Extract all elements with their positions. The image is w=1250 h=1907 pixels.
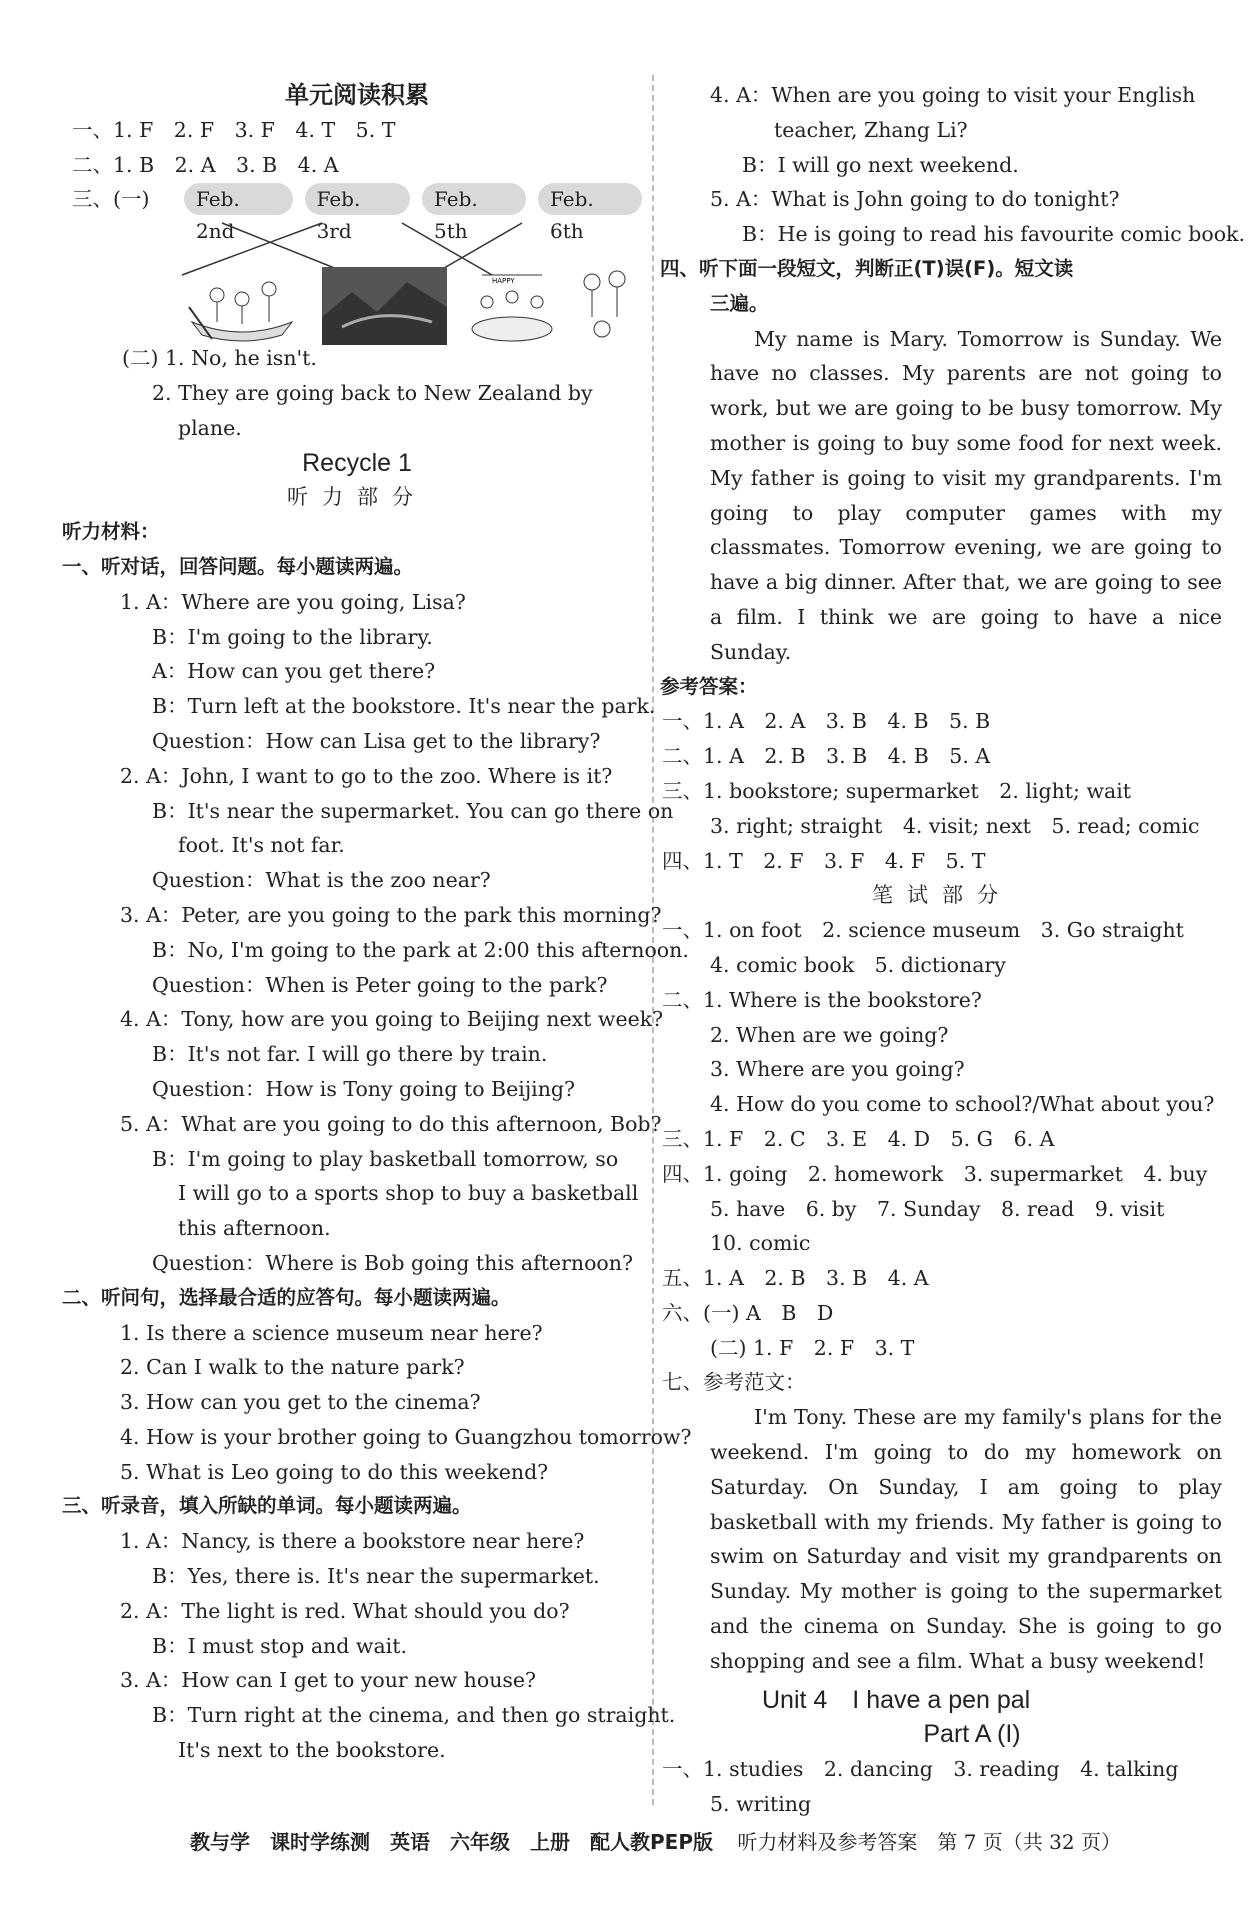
dialogue-line: 2. A：The light is red. What should you do? <box>120 1598 570 1623</box>
answer-line: 2. When are we going? <box>710 1022 949 1047</box>
dialogue-line: 2. A：John, I want to go to the zoo. Where is it? <box>120 763 613 788</box>
footer-brand: 教与学 课时学练测 英语 六年级 上册 配人教PEP版 <box>190 1830 713 1854</box>
dialogue-line: B：Yes, there is. It's near the supermarket. <box>152 1564 600 1589</box>
answer-line: (二) 1. No, he isn't. <box>122 346 317 371</box>
question-line: Question：How is Tony going to Beijing? <box>152 1076 576 1101</box>
dialogue-line: 3. A：Peter, are you going to the park this morning? <box>120 902 662 927</box>
question-line: Question：How can Lisa get to the library? <box>152 728 601 753</box>
date-badge: Feb. 5th <box>422 183 526 215</box>
listening-passage: My name is Mary. Tomorrow is Sunday. We have no classes. My parents are not going to work, but we are going to be busy tomorrow. My mother is going to buy some food for next week. My father is going to visit my grandparents. I'm going to play computer games with my classmates. Tomorrow evening, we are going to have a big dinner. After that, we are going to see a film. I think we are going to have a nice Sunday. <box>710 326 1222 664</box>
answer-line: 4. comic book 5. dictionary <box>710 952 1006 977</box>
answer-line: 七、参考范文： <box>662 1370 806 1395</box>
answer-line: 四、1. going 2. homework 3. supermarket 4. buy <box>662 1161 1208 1186</box>
question-line: 3. How can you get to the cinema? <box>120 1390 481 1415</box>
dialogue-line: B：It's near the supermarket. You can go there on <box>152 798 674 823</box>
right-column <box>660 78 1245 1822</box>
section-heading: 三、听录音，填入所缺的单词。每小题读两遍。 <box>62 1494 472 1518</box>
dialogue-line: A：How can you get there? <box>152 659 436 684</box>
question-line: 2. Can I walk to the nature park? <box>120 1355 465 1380</box>
answer-line: plane. <box>178 415 242 440</box>
question-line: 5. What is Leo going to do this weekend? <box>120 1459 549 1484</box>
answer-line: (二) 1. F 2. F 3. T <box>710 1335 915 1360</box>
answer-line: 3. right; straight 4. visit; next 5. read; comic <box>710 813 1200 838</box>
dialogue-line: B：I must stop and wait. <box>152 1633 407 1658</box>
dialogue-line: It's next to the bookstore. <box>178 1738 446 1763</box>
answer-line: 10. comic <box>710 1231 811 1256</box>
part-title: Part A (I) <box>923 1720 1021 1749</box>
dialogue-line: 5. A：What are you going to do this afternoon, Bob? <box>120 1111 662 1136</box>
section-heading: 三遍。 <box>710 291 769 315</box>
section-heading: 一、听对话，回答问题。每小题读两遍。 <box>62 554 414 578</box>
party-picture <box>467 267 557 345</box>
dialogue-line: 3. A：How can I get to your new house? <box>120 1668 537 1693</box>
dialogue-line: B：Turn right at the cinema, and then go straight. <box>152 1703 676 1728</box>
football-picture <box>572 267 637 345</box>
dialogue-line: B：No, I'm going to the park at 2:00 this afternoon. <box>152 937 689 962</box>
question-line: 4. How is your brother going to Guangzhou tomorrow? <box>120 1424 692 1449</box>
recycle-title: Recycle 1 <box>302 448 412 477</box>
dialogue-line: this afternoon. <box>178 1216 331 1241</box>
page-footer <box>190 1826 1121 1855</box>
section-heading: 四、听下面一段短文，判断正(T)误(F)。短文读 <box>660 256 1074 280</box>
answer-line: 一、1. on foot 2. science museum 3. Go straight <box>662 918 1184 943</box>
answer-line: 一、1. studies 2. dancing 3. reading 4. talking <box>662 1757 1179 1782</box>
answer-line: 三、1. F 2. C 3. E 4. D 5. G 6. A <box>662 1126 1055 1151</box>
answer-line: 六、(一) A B D <box>662 1300 834 1325</box>
dialogue-line: B：Turn left at the bookstore. It's near the park. <box>152 694 656 719</box>
answer-line: 一、1. F 2. F 3. F 4. T 5. T <box>72 117 396 142</box>
date-badge: Feb. 3rd <box>305 183 410 215</box>
boating-picture <box>187 267 297 345</box>
dialogue-line: B：It's not far. I will go there by train. <box>152 1042 548 1067</box>
dialogue-line: B：I'm going to the library. <box>152 624 433 649</box>
dialogue-line: 4. A：When are you going to visit your English <box>710 83 1196 107</box>
answer-line: 三、1. bookstore; supermarket 2. light; wait <box>662 778 1132 803</box>
dialogue-line: 5. A：What is John going to do tonight? <box>710 187 1120 212</box>
date-badge: Feb. 2nd <box>184 183 293 215</box>
question-line: Question：Where is Bob going this afternoon? <box>152 1250 633 1275</box>
matching-pictures <box>72 221 642 341</box>
dialogue-line: 1. A：Where are you going, Lisa? <box>120 589 466 614</box>
answer-line: 四、1. T 2. F 3. F 4. F 5. T <box>662 848 986 873</box>
question-line: Question：When is Peter going to the park? <box>152 972 608 997</box>
answer-line: 5. have 6. by 7. Sunday 8. read 9. visit <box>710 1196 1165 1221</box>
answer-line: 五、1. A 2. B 3. B 4. A <box>662 1266 929 1291</box>
left-column <box>62 78 692 1768</box>
answer-line: 5. writing <box>710 1792 812 1817</box>
dialogue-line: I will go to a sports shop to buy a basketball <box>178 1181 639 1206</box>
dialogue-line: B：He is going to read his favourite comic book. <box>742 222 1245 247</box>
mountain-photo <box>322 267 447 345</box>
answer-line: 3. Where are you going? <box>710 1057 965 1082</box>
listening-part-title: 听力部分 <box>287 485 427 510</box>
dialogue-line: B：I'm going to play basketball tomorrow, so <box>152 1146 619 1171</box>
answer-line: 三、(一) <box>72 187 150 212</box>
footer-page-info: 听力材料及参考答案 第 7 页（共 32 页） <box>737 1830 1121 1854</box>
question-line: 1. Is there a science museum near here? <box>120 1320 543 1345</box>
written-part-title: 笔试部分 <box>872 883 1012 908</box>
answer-key-label: 参考答案： <box>660 674 758 698</box>
section-title: 单元阅读积累 <box>285 81 429 109</box>
section-heading: 二、听问句，选择最合适的应答句。每小题读两遍。 <box>62 1285 511 1309</box>
unit-title: Unit 4 I have a pen pal <box>762 1685 1031 1714</box>
dialogue-line: 4. A：Tony, how are you going to Beijing next week? <box>120 1007 664 1032</box>
date-badge: Feb. 6th <box>538 183 642 215</box>
date-badges <box>184 183 642 244</box>
answer-line: 二、1. Where is the bookstore? <box>662 987 982 1012</box>
dialogue-line: 1. A：Nancy, is there a bookstore near here? <box>120 1529 585 1554</box>
materials-label: 听力材料： <box>62 520 160 544</box>
question-line: Question：What is the zoo near? <box>152 868 491 893</box>
dialogue-line: teacher, Zhang Li? <box>774 117 968 142</box>
answer-line: 一、1. A 2. A 3. B 4. B 5. B <box>662 709 991 734</box>
sample-essay: I'm Tony. These are my family's plans for the weekend. I'm going to do my homework on Saturday. On Sunday, I am going to play basketball with my friends. My father is going to swim on Saturday and visit my grandparents on Sunday. My mother is going to the supermarket and the cinema on Sunday. She is going to go shopping and see a film. What a busy weekend! <box>710 1405 1222 1673</box>
answer-line: 4. How do you come to school?/What about you? <box>710 1092 1215 1117</box>
answer-line: 二、1. A 2. B 3. B 4. B 5. A <box>662 744 991 769</box>
answer-line: 二、1. B 2. A 3. B 4. A <box>72 152 339 177</box>
dialogue-line: B：I will go next weekend. <box>742 152 1019 177</box>
dialogue-line: foot. It's not far. <box>178 833 345 858</box>
svg-text:HAPPY: HAPPY <box>492 277 515 286</box>
answer-line: 2. They are going back to New Zealand by <box>152 380 593 405</box>
